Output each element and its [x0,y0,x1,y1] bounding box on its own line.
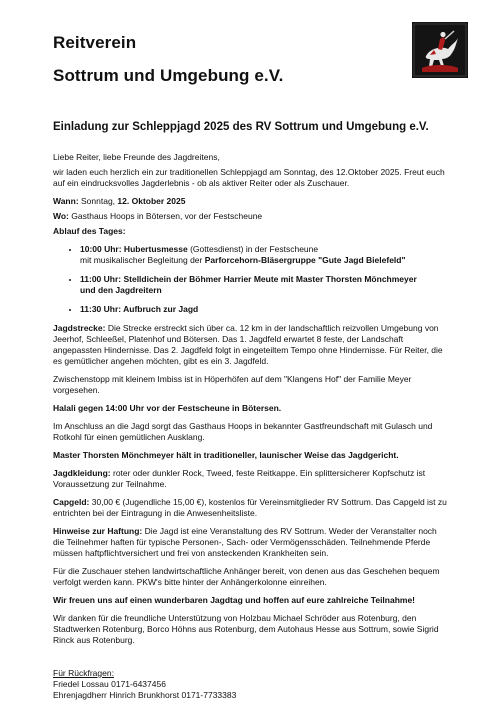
club-name-line-2: Sottrum und Umgebung e.V. [53,66,284,85]
clothing-paragraph: Jagdkleidung: roter oder dunkler Rock, Tweed, feste Reitkappe. Ein splittersicherer Kopfschutz ist Voraussetzung zur Teilnahme. [53,468,426,489]
route-paragraph: Jagdstrecke: Die Strecke erstreckt sich über ca. 12 km in der landschaftlich reizvollen Umgebung von Jeerhof, Schleeßel, Platenhof und Bötersen. Das 1. Jagdfeld erwartet 8 feste, der Landschaft angepassten Hindernisse. Das 2. Jagdfeld folgt in eingeteiltem Tempo ohne Hindernisse. Für Reiter, die es gemütlicher angehen möchten, gibt es ein 3. Jagdfeld. [53,323,443,366]
schedule-list [53,244,449,315]
liability-paragraph: Hinweise zur Haftung: Die Jagd ist eine Veranstaltung des RV Sottrum. Weder der Veranstalter noch die Teilnehmer haften für typische Personen-, Sach- oder Vermögensschäden. Teilnehmende Pferde müssen haftpflichtversichert und frei von ansteckenden Krankheiten sein. [53,526,437,558]
afterwards-paragraph: Im Anschluss an die Jagd sorgt das Gasthaus Hoops in bekannter Gastfreundschaft mit Gulasch und Rotkohl für einen gemütlichen Ausklang. [53,421,433,442]
letter-body [53,152,449,701]
thanks-paragraph: Wir danken für die freundliche Unterstützung von Holzbau Michael Schröder aus Rotenburg, den Stadtwerken Rotenburg, Borco Höhns aus Rotenburg, dem Autohaus Hesse aus Sottrum, sowie Sigrid Rinck aus Rotenburg. [53,613,439,645]
horse-rider-crest-icon [412,22,468,78]
greeting: Liebe Reiter, liebe Freunde des Jagdreitens, [53,152,220,162]
contact-block [53,668,449,701]
document-title: Einladung zur Schleppjagd 2025 des RV Sottrum und Umgebung e.V. [53,121,429,133]
contact-heading: Für Rückfragen: [53,668,114,678]
intro-paragraph: wir laden euch herzlich ein zur traditionellen Schleppjagd am Sonntag, des 12.Oktober 2025. Freut euch auf ein eindrucksvolles Jagderlebnis - ob als aktiver Reiter oder als Zuschauer. [53,167,445,188]
where-line: Wo: Gasthaus Hoops in Bötersen, vor der Festscheune [53,211,263,221]
list-item: • 10:00 Uhr: Hubertusmesse (Gottesdienst) in der Festscheune mit musikalischer Begleitung der Parforcehorn-Bläsergruppe "Gute Jagd Bielefeld" [80,244,449,266]
stopover-paragraph: Zwischenstopp mit kleinem Imbiss ist in Höperhöfen auf dem "Klangens Hof" der Familie Meyer vorgesehen. [53,374,412,395]
halali-line: Halali gegen 14:00 Uhr vor der Festscheune in Bötersen. [53,403,282,413]
list-item: • 11:00 Uhr: Stelldichein der Böhmer Harrier Meute mit Master Thorsten Mönchmeyer und den Jagdreitern [80,274,449,296]
contact-line: Ehrenjagdherr Hinrich Brunkhorst 0171-7733383 [53,690,237,700]
contact-line: Friedel Lossau 0171-6437456 [53,679,166,689]
hunt-court-line: Master Thorsten Mönchmeyer hält in traditioneller, launischer Weise das Jagdgericht. [53,450,399,460]
fee-paragraph: Capgeld: 30,00 € (Jugendliche 15,00 €), kostenlos für Vereinsmitglieder RV Sottrum. Das Capgeld ist zu entrichten bei der Eintragung in die Anwesenheitsliste. [53,497,447,518]
spectators-paragraph: Für die Zuschauer stehen landwirtschaftliche Anhänger bereit, von denen aus das Geschehen bequem verfolgt werden kann. PKW's bitte hinter der Anhängerkolonne einreihen. [53,566,440,587]
closing-line: Wir freuen uns auf einen wunderbaren Jagdtag und hoffen auf eure zahlreiche Teilnahme! [53,595,416,605]
club-name-line-1: Reitverein [53,33,137,52]
when-line: Wann: Sonntag, 12. Oktober 2025 [53,196,186,206]
list-item: • 11:30 Uhr: Aufbruch zur Jagd [80,304,449,315]
schedule-heading: Ablauf des Tages: [53,226,126,236]
